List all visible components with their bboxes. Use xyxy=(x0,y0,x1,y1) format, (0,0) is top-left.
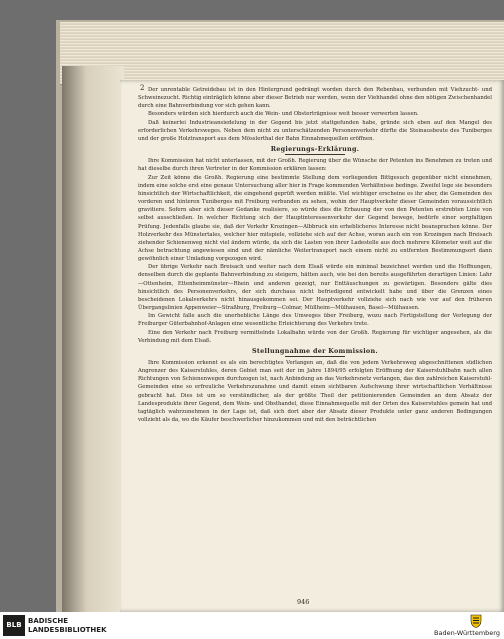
paragraph: Im Gewicht falle auch die unerhebliche Länge des Umweges über Freiburg, wozu nach Fertigstellung der Verlegung der Freiburger Güterbahnhof-Anlagen eine wesentliche Erleichterung des Verkehrs trete. xyxy=(138,313,492,328)
paragraph: Eine den Verkehr nach Freiburg vermittelnde Lokalbahn würde von der Großh. Regierung für wichtiger angesehen, als die Verbindung mit dem Elsaß. xyxy=(138,329,492,344)
section-heading: Stellungnahme der Kommission. xyxy=(252,346,378,355)
blb-logo-icon: BLB xyxy=(3,615,25,636)
paragraph: Der übrige Verkehr nach Breisach und weiter nach dem Elsaß würde ein minimal bezeichnet werden und die Hoffnungen, denselben durch die geplante Bahnverbindung zu steigern, hätten auch, wie bei den bereits ausgeführten derartigen Linien: Lahr—Ottenheim, Ettenheimmünster—Rhein und anderen gezeigt, nur Enttäuschungen zu gewärtigen. Besonders gälte dies hinsichtlich des Personenverkehrs, der sich durchaus nicht befriedigend entwickelt habe und über die Grenzen eines bescheidenen Lokalverkehrs nicht hinausgekommen sei. Der Hauptverkehr vollziehe sich nach wie vor auf den früheren Übergangslinien Appenweier—Straßburg, Freiburg—Colmar, Müllheim—Mülhausen, Basel—Mülhausen. xyxy=(138,264,492,312)
paragraph: Zur Zeit könne die Großh. Regierung eine bestimmte Stellung dem vorliegenden Bittgesuch gegenüber nicht einnehmen, indem eine solche erst eine genaue Untersuchung aller hier in Frage kommenden Verhältnisse bedinge. Zweifel lege sie besonders hinsichtlich der Wirtschaftlichkeit, die eingehend geprüft werden müßte. Viel wichtiger erscheine es ihr aber, die Gemeinden des vorderen und hinteren Tuniberges mit Freiburg verbunden zu sehen, wohin der Hauptverkehr dieser Gemeinden voraussichtlich gravitiere. Sofern aber sich dieser Gedanke realisiere, so würde dies die Erbauung der von den Petenten erstrebten Linie von selbst ausschließen. In welcher Richtung sich der Hauptinteressenverkehr der Gegend bewege, bedürfe einer sorgfaltigen Prüfung. Jedenfalls glaube sie, daß der Verkehr Krozingen—Albbruck ein erheblicheres Interesse nicht beanspruchen könne. Der Holzverkehr des Münstertales, welcher hier mitspiele, vollziehe sich auf der Achse, woran auch ein von Krozingen nach Breisach ziehender Schienenweg nicht viel ändern würde, da sich die Lasten von ihrer Ladestelle aus doch mehrere Kilometer weit auf die Achse betrachtung angewiesen sind und der nämliche Weitertransport nach einem nicht zu entfernten Bestimmungsort dann gewöhnlich einer Umladung vorgezogen wird. xyxy=(138,174,492,263)
paragraph: Besonders würden sich hierdurch auch die Wein- und Obsterträgnisse weit besser verwerten lassen. xyxy=(148,111,419,118)
library-name-line2: LANDESBIBLIOTHEK xyxy=(28,625,107,634)
footer-bar xyxy=(0,612,504,639)
library-name xyxy=(28,617,107,634)
page-number-bottom: 946 xyxy=(297,598,310,606)
section-heading: Regierungs-Erklärung. xyxy=(270,145,360,154)
heading-rule xyxy=(285,356,345,357)
state-name: Baden-Württemberg xyxy=(434,629,500,637)
paragraph: Der unrentable Getreidebau ist in den Hintergrund gedrängt worden durch den Rebenbau, verbunden mit Viehzucht- und Schweinezucht. Richtig einträglich könne aber dieser Betrieb nur werden, wenn der Viehhandel ohne den nötigen Zwischenhandel durch eine Bahnverbindung vor sich gehen kann. xyxy=(138,87,492,110)
heading-rule xyxy=(285,154,345,155)
paragraph: Daß keinerlei Industrieansiedelung in der Gegend bis jetzt stattgefunden habe, gründe sich eben auf den Mangel des erforderlichen Verkehrsweges. Neben dem nicht zu unterschätzenden Personenverkehr dürfte die Steinausbeute des Tuniberges und der große Holztransport aus dem Mösslerthal der Bahn Einnahmequellen eröffnen. xyxy=(138,119,492,142)
paragraph: Ihre Kommission erkennt es als ein berechtigtes Verlangen an, daß die von jedem Verkehrsweg abgeschnittenen südlichen Angrenzer des Kaiserstuhles, deren Gebiet man seit der im Jahre 1894/95 erfolgten Eröffnung der Kaiserstuhlbahn nach allen Richtungen von Schienenwegen durchzogen ist, nach Anbindung an das Verkehrsnetz verlangen, das den zahlreichen Kaiserstuhl-Gemeinden eine so erfreuliche Verkehrszunahme und damit einen sichtbaren Aufschwung ihrer wirtschaftlichen Verhältnisse gebracht hat. Dies ist um so verständlicher, als der größte Theil der petitionierenden Gemeinden an dem Absatz der Landesprodukte ihrer Gegend, dem Wein- und Obsthandel, diese Einnahmequelle mit der Orten des Kaiserstuhles gemein hat und tagtäglich wahrzunehmen in der Lage ist, daß sich dort aber der Absatz dieser Produkte unter ganz anderen Bedingungen vollzieht als da, wo die Käufer beschwerlicher hinzukommen und mit den beträchtlichen xyxy=(138,360,492,424)
page-edges xyxy=(60,22,504,85)
library-name-line1: BADISCHE xyxy=(28,617,68,625)
page-number-top: 2 xyxy=(140,84,145,92)
coat-of-arms-icon xyxy=(468,614,484,628)
paragraph: Ihre Kommission hat nicht unterlassen, mit der Großh. Regierung über die Wünsche der Petenten ins Benehmen zu treten und hat dieselbe durch ihren Vertreter in der Kommission erklären lassen: xyxy=(138,158,492,173)
book-gutter xyxy=(62,66,124,612)
page-text xyxy=(138,86,492,596)
